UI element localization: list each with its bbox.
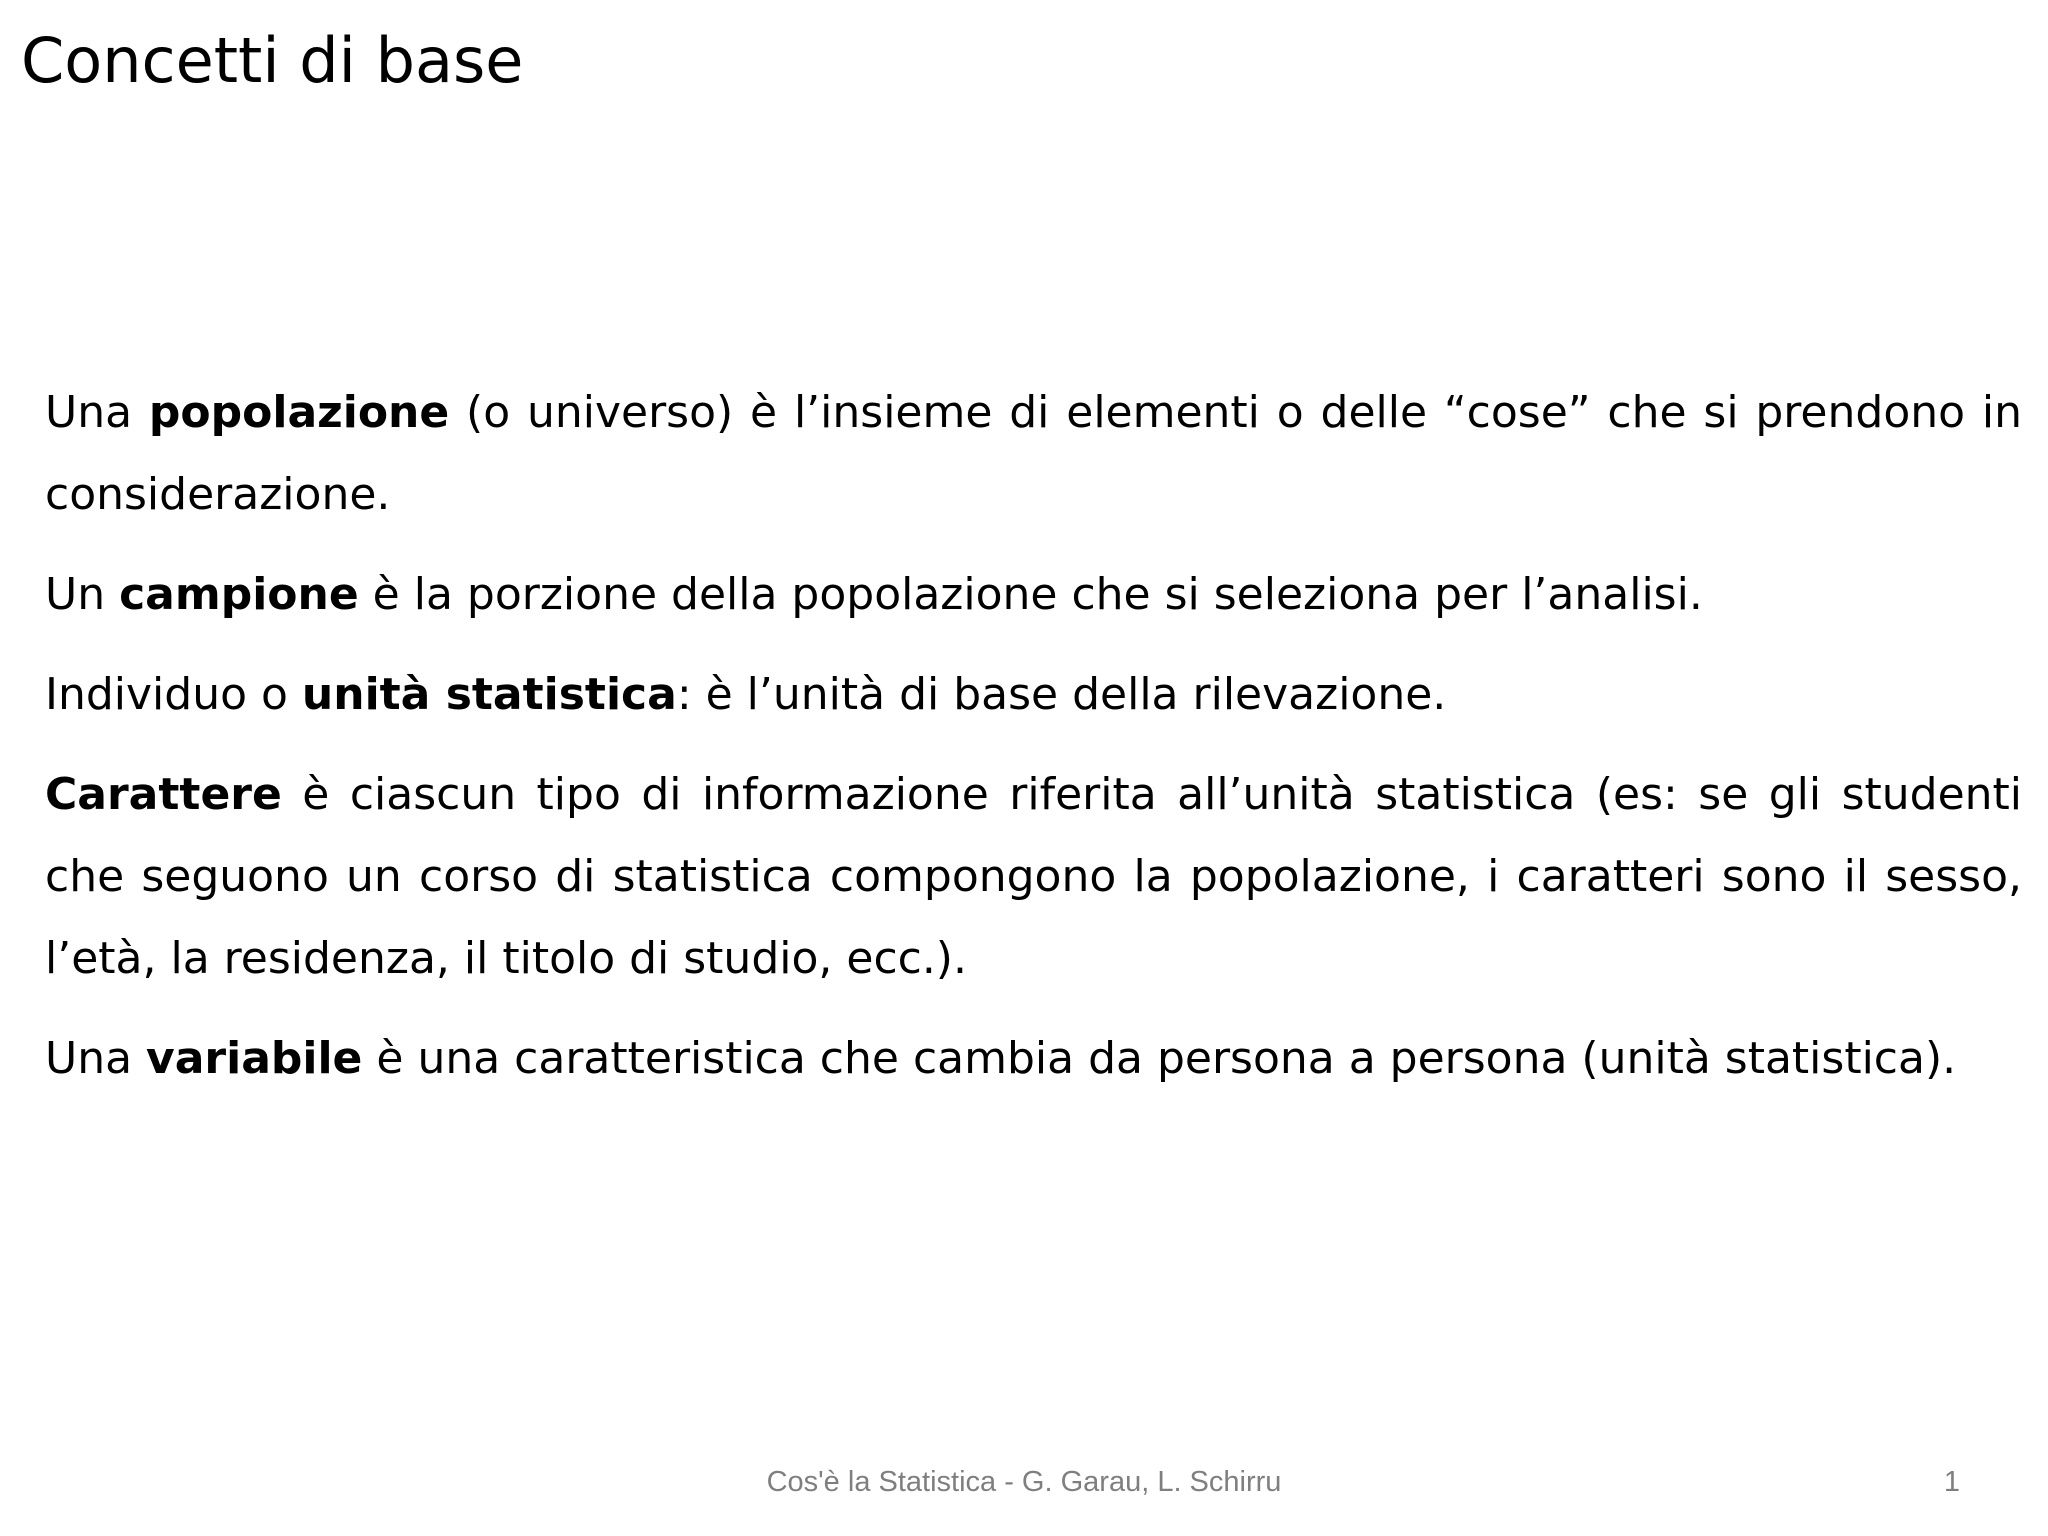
term-popolazione: popolazione	[148, 387, 450, 438]
paragraph-text: è la porzione della popolazione che si seleziona per l’analisi.	[358, 569, 1703, 620]
slide-body	[45, 372, 2022, 1118]
slide-footer: Cos'è la Statistica - G. Garau, L. Schirru	[766, 1466, 1282, 1498]
paragraph-text: (o universo) è l’insieme di elementi o delle “cose” che si prendono in considerazione.	[45, 387, 2022, 520]
definition-carattere	[45, 754, 2022, 1000]
term-unita-statistica: unità statistica	[301, 669, 677, 720]
paragraph-prefix: Una	[45, 1033, 147, 1084]
definition-campione	[45, 554, 2022, 636]
term-carattere: Carattere	[45, 769, 282, 820]
paragraph-prefix: Una	[45, 387, 149, 438]
paragraph-prefix: Un	[45, 569, 120, 620]
definition-unita-statistica	[45, 654, 2022, 736]
definition-variabile	[45, 1018, 2022, 1100]
paragraph-text: : è l’unità di base della rilevazione.	[676, 669, 1447, 720]
paragraph-text: è ciascun tipo di informazione riferita all’unità statistica (es: se gli studenti che seguono un corso di statistica compongono la popolazione, i caratteri sono il sesso, l’età, la residenza, il titolo di studio, ecc.).	[45, 769, 2022, 984]
slide-title: Concetti di base	[21, 24, 524, 97]
page-number: 1	[1943, 1466, 1960, 1498]
paragraph-text: è una caratteristica che cambia da persona a persona (unità statistica).	[362, 1033, 1957, 1084]
paragraph-prefix: Individuo o	[45, 669, 302, 720]
term-variabile: variabile	[146, 1033, 363, 1084]
term-campione: campione	[119, 569, 359, 620]
definition-popolazione	[45, 372, 2022, 536]
